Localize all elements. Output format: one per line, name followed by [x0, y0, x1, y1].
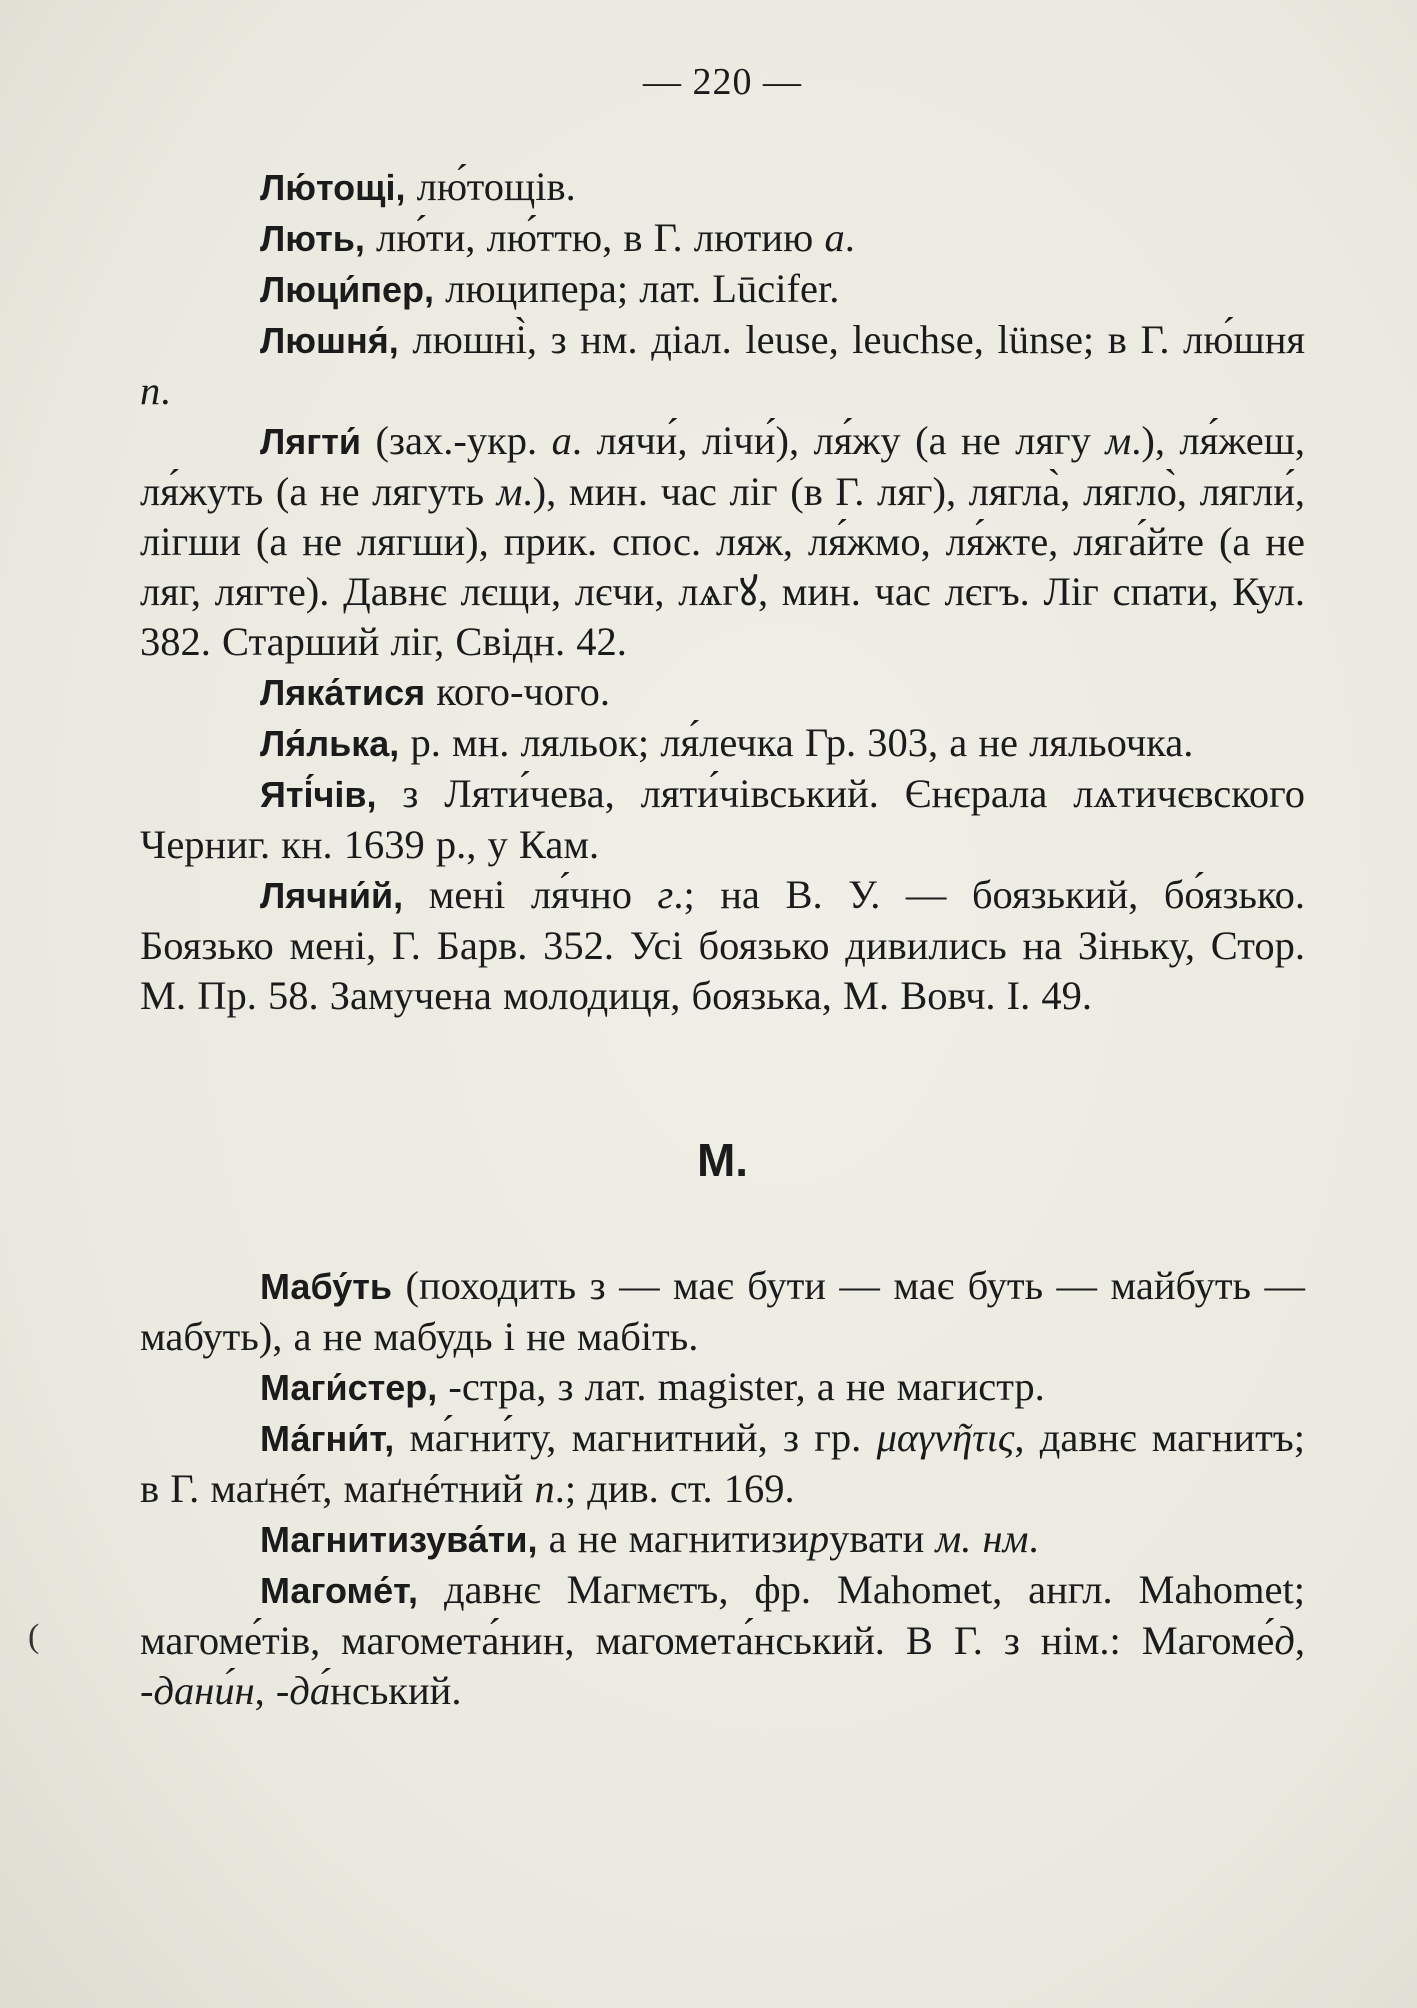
entries-section-l: [140, 162, 1305, 1021]
entry-text: лю́ти, лю́ттю, в Г. лютию: [364, 215, 825, 260]
dictionary-entry: [140, 667, 1305, 718]
entry-text: нський.: [330, 1668, 462, 1713]
entry-text: (зах.-укр.: [361, 418, 552, 463]
entry-italic-text: п: [534, 1466, 555, 1511]
dictionary-entry: [140, 162, 1305, 213]
entry-headword: Ма́гни́т,: [260, 1418, 395, 1459]
entry-text: а не магнитизи: [537, 1516, 809, 1561]
entry-text: ма́гни́ту, магнитний, з гр.: [394, 1415, 877, 1460]
entry-headword: Лягти́: [260, 421, 362, 462]
dictionary-entry: [140, 1565, 1305, 1716]
dictionary-entry: [140, 1514, 1305, 1565]
entry-italic-text: м: [496, 469, 523, 514]
entry-headword: Лячни́й,: [260, 875, 404, 916]
entry-italic-text: р: [808, 1516, 830, 1561]
dictionary-entry: [140, 416, 1305, 667]
entry-headword: Люци́пер,: [260, 269, 435, 310]
entry-headword: Магнитизува́ти,: [260, 1519, 538, 1560]
entry-text: , давнє магнитъ; в Г. маґнéт, маґнéтний: [140, 1415, 1305, 1511]
entry-headword: Магоме́т,: [260, 1570, 419, 1611]
entry-headword: Мабу́ть: [260, 1266, 392, 1307]
entry-text: .), ля́жеш, ля́жуть (а не лягуть: [140, 418, 1306, 514]
dictionary-entry: [140, 1362, 1305, 1413]
entry-headword: Ля́лька,: [260, 723, 400, 764]
entry-italic-text: м. нм: [935, 1516, 1029, 1561]
entry-text: кого-чого.: [425, 669, 611, 714]
entry-headword: Лють,: [260, 218, 365, 259]
dictionary-entry: [140, 1413, 1305, 1514]
dictionary-entry: [140, 769, 1305, 870]
entry-text: давнє Магмєтъ, фр. Mahomet, англ. Mahomet; магоме́тів, магомета́нин, магомета́нський. В Г. з нім.: Магоме́: [140, 1567, 1305, 1663]
entry-headword: Яті́чів,: [260, 774, 377, 815]
entry-italic-text: д: [1274, 1618, 1295, 1663]
dictionary-entry: [140, 213, 1305, 264]
entry-text: люшні̀, з нм. діал. leuse, leuchse, lünse; в Г. лю́шня: [398, 317, 1305, 362]
dictionary-entry: [140, 718, 1305, 769]
entry-headword: Маги́стер,: [260, 1367, 438, 1408]
entry-italic-text: дани́н: [153, 1668, 255, 1713]
dictionary-entry: [140, 315, 1305, 416]
page-number: — 220 —: [643, 61, 802, 103]
entry-text: .; див. ст. 169.: [554, 1466, 795, 1511]
entry-text: .: [844, 215, 855, 260]
entry-text: мені ля́чно: [403, 872, 658, 917]
entry-italic-text: да́: [289, 1668, 331, 1713]
entry-italic-text: а: [824, 215, 845, 260]
entry-italic-text: а: [551, 418, 572, 463]
entry-text: р. мн. ляльок; ля́лечка Гр. 303, а не ляльочка.: [399, 720, 1194, 765]
entry-text: , -: [254, 1668, 290, 1713]
dictionary-entry: [140, 1261, 1305, 1362]
margin-mark: (: [28, 1618, 40, 1655]
entry-text: .; на В. У. — боязький, бо́язько. Боязько мені, Г. Барв. 352. Усі боязько дивились на Зіньку, Стор. М. Пр. 58. Замучена молодиця, боязька, М. Вовч. I. 49.: [140, 872, 1305, 1018]
entry-italic-text: μαγνῆτις: [876, 1415, 1015, 1460]
entry-italic-text: п: [140, 368, 161, 413]
entry-text: .: [1028, 1516, 1039, 1561]
entry-headword: Лю́тощі,: [260, 167, 406, 208]
section-letter: М.: [696, 1134, 749, 1186]
entry-text: .), мин. час ліг (в Г. ляг), лягла̀, лягло̀, лягли́, лігши (а не лягши), прик. спос. ляж, ля́жмо, ля́жте, ляга́йте (а не ляг, лягте). Давнє лєщи, лєчи, лѧгꙋ, мин. час лєгъ. Ліг спати, Кул. 382. Старший ліг, Свідн. 42.: [140, 469, 1305, 664]
entry-text: .: [160, 368, 171, 413]
entry-text: лю́тощів.: [405, 164, 576, 209]
entry-text: увати: [829, 1516, 936, 1561]
dictionary-entry: [140, 264, 1305, 315]
entry-text: з Ляти́чева, ляти́чівський. Єнєрала лѧтичєвского Черниг. кн. 1639 р., у Кам.: [140, 771, 1305, 867]
entry-text: . лячи́, лічи́), ля́жу (а не лягу: [571, 418, 1106, 463]
dictionary-entry: [140, 870, 1305, 1021]
entry-text: люципера; лат. Lūcifer.: [434, 266, 840, 311]
entry-headword: Ляка́тися: [260, 672, 426, 713]
entry-text: (походить з — має бути — має буть — майбуть — мабуть), а не мабудь і не мабіть.: [140, 1263, 1305, 1359]
entry-italic-text: м: [1105, 418, 1132, 463]
entry-italic-text: г: [657, 872, 674, 917]
entry-text: , -: [140, 1618, 1305, 1713]
entry-headword: Люшня́,: [260, 320, 399, 361]
entry-text: -стра, з лат. magister, а не магистр.: [437, 1364, 1045, 1409]
entries-section-m: [140, 1261, 1305, 1716]
